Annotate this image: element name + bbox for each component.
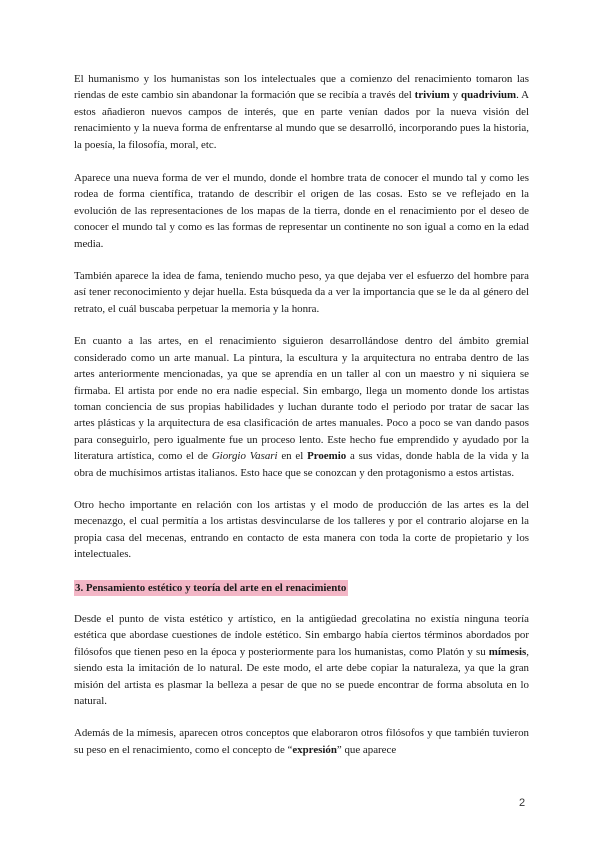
paragraph-text: Desde el punto de vista estético y artístico, en la antigüedad grecolatina no existía ninguna teoría estética que abordase cuestiones de índole estético. Sin embargo había ciertos términos abordados por filósofos que tienen peso en la época y posteriormente para los humanistas, como Platón y su (74, 612, 529, 658)
paragraph-text: Además de la mímesis, aparecen otros conceptos que elaboraron otros filósofos y que también tuvieron su peso en el renacimiento, como el concepto de “ (74, 727, 529, 756)
paragraph-text: en el (277, 450, 308, 463)
term-trivium: trivium (414, 89, 450, 102)
paragraph-nueva-forma: Aparece una nueva forma de ver el mundo, donde el hombre trata de conocer el mundo tal y como les rodea de forma científica, tratando de describir el origen de las cosas. Esto se ve reflejado en la evolución de las representaciones de los mapas de la tierra, donde en el renacimiento por el deseo de conocer el mundo tal y como es las formas de representar un continente no son igual a como en la edad media. (74, 172, 529, 250)
paragraph-text: El humanismo y los humanistas son los intelectuales que a comienzo del renacimiento tomaron las riendas de este cambio sin abandonar la formación que se recibía a través del (74, 73, 529, 102)
document-page (74, 71, 529, 774)
section-heading (74, 578, 529, 611)
paragraph-text: , siendo esta la imitación de lo natural. De este modo, el arte debe copiar la naturaleza, ya que la gran misión del artista es plasmar la belleza a pesar de que no se puede encontrar de forma absoluta en lo natural. (74, 645, 529, 707)
term-expresion: expresión (292, 743, 337, 756)
term-mimesis: mímesis (488, 645, 527, 658)
paragraph-fama: También aparece la idea de fama, teniendo mucho peso, ya que dejaba ver el esfuerzo del hombre para así tener reconocimiento y dejar huella. Esta búsqueda da a ver la importancia que se le da al género del retrato, el cuál buscaba perpetuar la memoria y la honra. (74, 270, 529, 315)
term-quadrivium: quadrivium (461, 89, 517, 102)
paragraph-text: ” que aparece (336, 743, 397, 756)
paragraph-mecenazgo: Otro hecho importante en relación con los artistas y el modo de producción de las artes es la del mecenazgo, el cual permitía a los artistas desvincularse de los talleres y por el contrario alojarse en la propia casa del mecenas, entrando en contacto de esta manera con toda la corte de propietario y los intelectuales. (74, 498, 529, 561)
paragraph-text: a sus vidas, donde habla de la vida y la obra de muchísimos artistas italianos. Esto hace que se conozcan y den protagonismo a estos artistas. (74, 450, 529, 479)
paragraph-artes (74, 333, 529, 481)
paragraph-estetico (74, 611, 529, 709)
page-number: 2 (519, 797, 526, 809)
paragraph-expresion (74, 725, 529, 758)
paragraph-humanismo (74, 71, 529, 153)
name-giorgio-vasari: Giorgio Vasari (211, 450, 278, 463)
paragraph-text: . A estos añadieron nuevos campos de interés, que en parte venían dados por la nueva visión del renacimiento y la nueva forma de enfrentarse al mundo que se desarrolló, incorporando pues la historia, la poesía, la filosofía, moral, etc. (74, 89, 530, 151)
paragraph-text: En cuanto a las artes, en el renacimiento siguieron desarrollándose dentro del ámbito gremial considerado como un arte manual. La pintura, la escultura y la arquitectura no entraba dentro de las artes anteriormente mencionadas, ya que se aprendía en un taller al con un maestro y ni siquiera se firmaba. El artista por ende no era nadie especial. Sin embargo, llega un momento donde los artistas toman conciencia de sus propias habilidades y luchan durante todo el periodo por tratar de sacar las artes plásticas y la arquitectura de esa clasificación de artes manuales. Poco a poco se van dando pasos para conseguirlo, pero igualmente fue un proceso lento. Este hecho fue emprendido y ayudado por la literatura artística, como el de (74, 335, 529, 463)
term-proemio: Proemio (307, 450, 347, 463)
paragraph-text: y (449, 89, 462, 102)
section-heading-text: 3. Pensamiento estético y teoría del arte en el renacimiento (74, 580, 348, 596)
